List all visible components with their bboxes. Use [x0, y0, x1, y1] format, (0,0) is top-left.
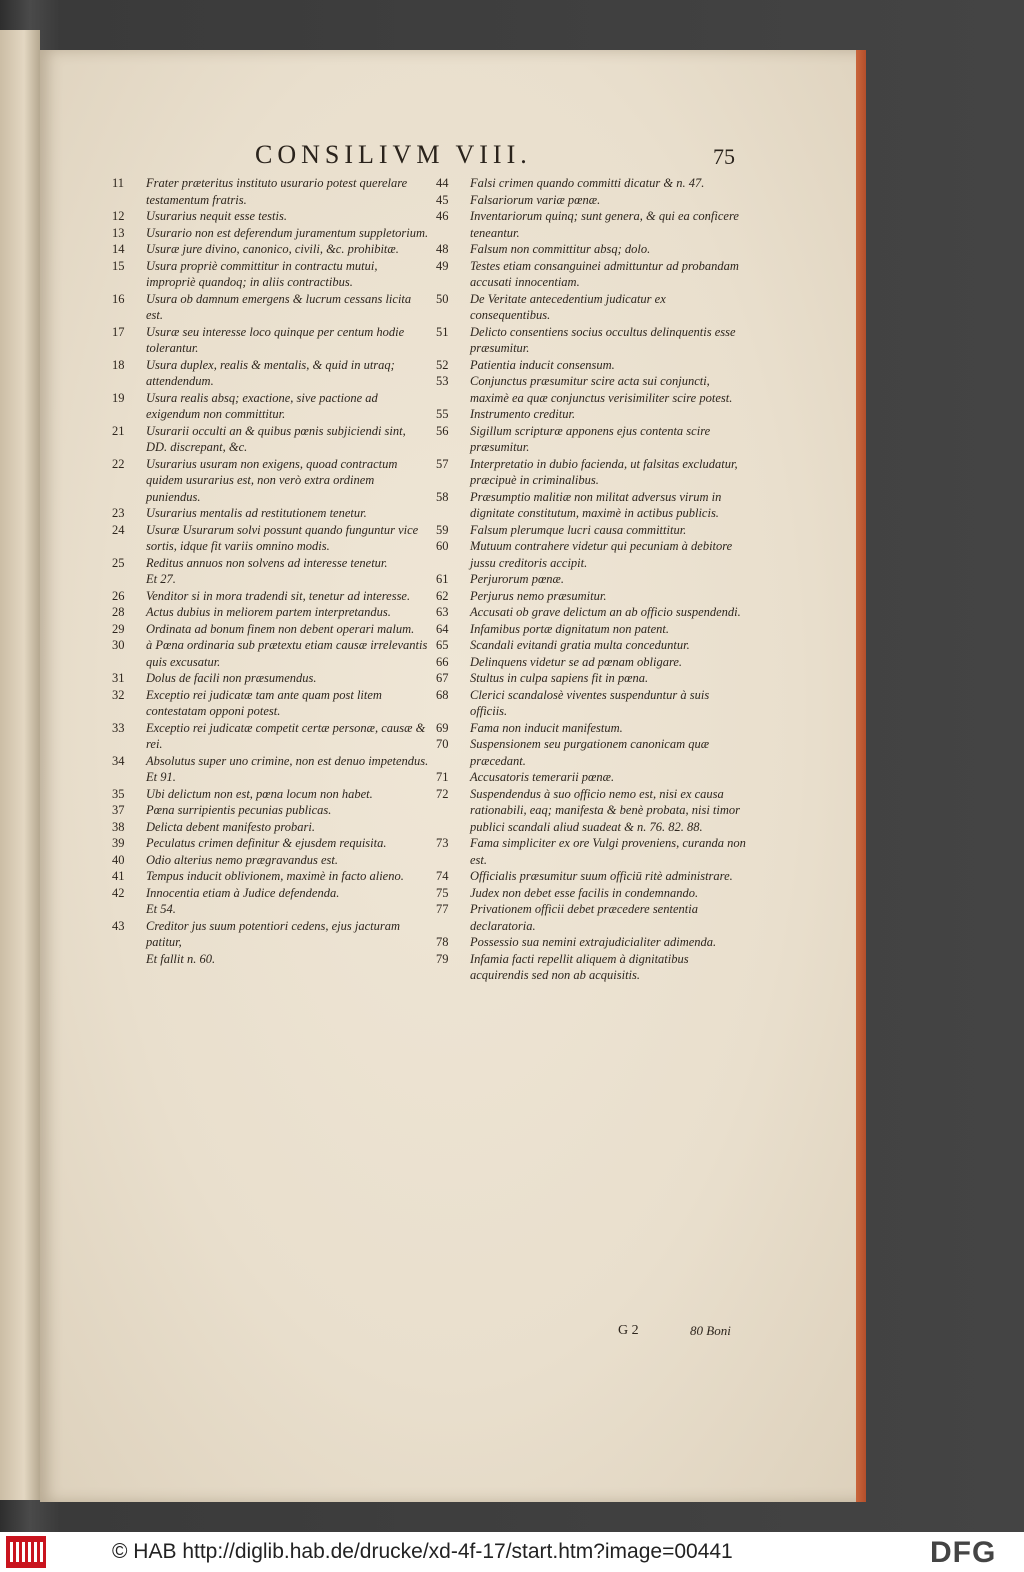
entry-number: 52	[436, 357, 449, 372]
index-entry	[112, 852, 430, 869]
index-entry	[436, 901, 746, 934]
entry-number: 72	[436, 786, 449, 801]
index-entry	[436, 769, 746, 786]
entry-number: 53	[436, 374, 449, 388]
index-entry	[112, 357, 430, 390]
index-entry	[436, 522, 746, 539]
index-entry	[112, 951, 430, 968]
entry-number: 31	[112, 671, 125, 685]
entry-text: Accusati ob grave delictum an ab officio suspendendi.	[470, 605, 741, 619]
entry-number: 29	[112, 621, 125, 636]
index-entry	[112, 324, 430, 357]
entry-text: Instrumento creditur.	[470, 407, 576, 421]
entry-text: Suspendendus à suo officio nemo est, nisi ex causa rationabili, eaq; manifesta & benè probata, nisi timor publici scandali aliud suadeat & n. 76. 82. 88.	[470, 786, 741, 834]
entry-number: 50	[436, 291, 449, 306]
entry-text: Suspensionem seu purgationem canonicam quæ præcedant.	[470, 737, 710, 768]
index-entry	[436, 423, 746, 456]
entry-text: Dolus de facili non præsumendus.	[146, 671, 317, 685]
entry-number: 61	[436, 572, 449, 586]
index-entry	[112, 456, 430, 506]
entry-number: 51	[436, 324, 449, 339]
index-entry	[112, 291, 430, 324]
index-entry	[436, 720, 746, 737]
entry-number: 58	[436, 489, 449, 504]
entry-number: 34	[112, 753, 125, 768]
index-column-right	[436, 175, 746, 984]
entry-text: Et fallit n. 60.	[146, 951, 216, 966]
entry-text: Reditus annuos non solvens ad interesse tenetur.	[146, 555, 388, 570]
index-entry	[436, 670, 746, 687]
entry-number: 28	[112, 605, 125, 619]
entry-text: Et 54.	[146, 902, 176, 916]
entry-text: Perjurorum pœnæ.	[470, 572, 564, 586]
entry-text: Peculatus crimen definitur & ejusdem requisita.	[146, 836, 387, 850]
entry-text: Et 91.	[146, 770, 176, 784]
entry-number: 73	[436, 836, 449, 850]
entry-text: De Veritate antecedentium judicatur ex consequentibus.	[470, 291, 666, 322]
entry-number: 32	[112, 687, 125, 702]
index-entry	[112, 835, 430, 852]
entry-text: Venditor si in mora tradendi sit, tenetur ad interesse.	[146, 588, 411, 603]
entry-text: Scandali evitandi gratia multa conceduntur.	[470, 638, 690, 652]
entry-number: 25	[112, 555, 125, 570]
index-entry	[436, 835, 746, 868]
index-entry	[436, 406, 746, 423]
index-entry	[436, 637, 746, 654]
catchword: 80 Boni	[690, 1323, 731, 1338]
entry-text: Falsum plerumque lucri causa committitur.	[470, 522, 687, 537]
entry-number: 65	[436, 638, 449, 652]
entry-text: Usura ob damnum emergens & lucrum cessans licita est.	[146, 291, 412, 322]
entry-number: 71	[436, 770, 449, 784]
entry-number: 64	[436, 621, 449, 636]
entry-number: 55	[436, 407, 449, 421]
entry-text: Absolutus super uno crimine, non est denuo impetendus.	[146, 753, 429, 768]
index-entry	[436, 258, 746, 291]
entry-number: 23	[112, 506, 125, 520]
entry-text: Privationem officii debet præcedere sententia declaratoria.	[470, 902, 698, 933]
entry-text: Ordinata ad bonum finem non debent operari malum.	[146, 621, 415, 636]
entry-text: Infamia facti repellit aliquem à dignitatibus acquirendis sed non ab acquisitis.	[470, 951, 689, 982]
copyright-link[interactable]: © HAB http://diglib.hab.de/drucke/xd-4f-17/start.htm?image=00441	[112, 1540, 733, 1563]
credit-bar	[0, 1532, 1024, 1572]
entry-text: Usurarii occulti an & quibus pœnis subjiciendi sint, DD. discrepant, &c.	[146, 423, 406, 454]
index-entry	[112, 555, 430, 572]
entry-text: Conjunctus præsumitur scire acta sui conjuncti, maximè ea quæ conjunctus verisimiliter scire potest.	[470, 374, 733, 405]
index-entry	[112, 918, 430, 951]
entry-number: 19	[112, 390, 125, 405]
index-entry	[436, 604, 746, 621]
page-header	[255, 140, 755, 180]
entry-number: 37	[112, 803, 125, 817]
entry-number: 62	[436, 588, 449, 603]
entry-text: Usuræ seu interesse loco quinque per centum hodie tolerantur.	[146, 324, 405, 355]
entry-number: 11	[112, 176, 125, 190]
index-entry	[436, 489, 746, 522]
entry-text: Usurario non est deferendum juramentum suppletorium.	[146, 225, 429, 240]
entry-number: 24	[112, 522, 125, 537]
index-entry	[112, 819, 430, 836]
page-number: 75	[713, 144, 735, 169]
index-entry	[436, 621, 746, 638]
index-entry	[112, 588, 430, 605]
signature-mark: G 2	[618, 1323, 639, 1338]
entry-number: 59	[436, 522, 449, 537]
index-entry	[112, 786, 430, 803]
entry-text: Usuræ jure divino, canonico, civili, &c. prohibitæ.	[146, 242, 399, 256]
index-entry	[436, 868, 746, 885]
entry-number: 39	[112, 836, 125, 850]
index-column-left	[112, 175, 430, 967]
entry-number: 49	[436, 258, 449, 273]
entry-text: Possessio sua nemini extrajudicialiter adimenda.	[470, 935, 717, 949]
entry-text: Judex non debet esse facilis in condemnando.	[470, 885, 699, 900]
entry-text: Tempus inducit oblivionem, maximè in facto alieno.	[146, 869, 404, 883]
entry-number: 40	[112, 852, 125, 867]
index-entry	[436, 736, 746, 769]
entry-text: Usurarius nequit esse testis.	[146, 209, 287, 223]
entry-number: 69	[436, 720, 449, 735]
entry-number: 41	[112, 869, 125, 883]
entry-number: 56	[436, 423, 449, 438]
entry-number: 26	[112, 588, 125, 603]
entry-text: Usurarius mentalis ad restitutionem tenetur.	[146, 506, 367, 520]
entry-text: Delicta debent manifesto probari.	[146, 819, 315, 834]
entry-number: 15	[112, 258, 125, 273]
entry-text: Ubi delictum non est, pœna locum non habet.	[146, 786, 373, 801]
index-entry	[112, 258, 430, 291]
entry-number: 38	[112, 819, 125, 834]
index-entry	[436, 687, 746, 720]
entry-text: Pœna surripientis pecunias publicas.	[146, 803, 332, 817]
index-entry	[112, 241, 430, 258]
entry-text: Falsum non committitur absq; dolo.	[470, 242, 651, 256]
entry-number: 67	[436, 671, 449, 685]
entry-number: 78	[436, 935, 449, 949]
index-entry	[112, 637, 430, 670]
entry-text: Usurarius usuram non exigens, quoad contractum quidem usurarius est, non verò extra ordinem puniendus.	[146, 456, 398, 504]
hab-logo-icon	[6, 1536, 46, 1568]
entry-text: Exceptio rei judicatæ tam ante quam post litem contestatam opponi potest.	[146, 687, 382, 718]
entry-text: Præsumptio malitiæ non militat adversus virum in dignitate constitutum, maximè in actibus publicis.	[470, 489, 722, 520]
entry-number: 46	[436, 209, 449, 223]
entry-text: Creditor jus suum potentiori cedens, ejus jacturam patitur,	[146, 918, 401, 949]
entry-number: 18	[112, 357, 125, 372]
index-entry	[436, 951, 746, 984]
index-entry	[436, 654, 746, 671]
index-entry	[436, 208, 746, 241]
entry-text: Perjurus nemo præsumitur.	[470, 588, 607, 603]
entry-text: Delinquens videtur se ad pœnam obligare.	[470, 654, 683, 669]
entry-number: 16	[112, 291, 125, 306]
entry-number: 66	[436, 654, 449, 669]
entry-text: Sigillum scripturæ apponens ejus contenta scire præsumitur.	[470, 423, 711, 454]
entry-number: 12	[112, 209, 125, 223]
entry-text: Et 27.	[146, 572, 176, 586]
index-entry	[112, 670, 430, 687]
entry-text: Testes etiam consanguinei admittuntur ad probandam accusati innocentiam.	[470, 258, 739, 289]
entry-number: 14	[112, 242, 125, 256]
entry-number: 13	[112, 225, 125, 240]
index-entry	[112, 571, 430, 588]
index-entry	[112, 687, 430, 720]
index-entry	[112, 522, 430, 555]
index-entry	[436, 571, 746, 588]
index-entry	[436, 357, 746, 374]
entry-number: 21	[112, 423, 125, 438]
entry-number: 45	[436, 192, 449, 207]
entry-text: Usuræ Usurarum solvi possunt quando funguntur vice sortis, idque fit variis omnino modis.	[146, 522, 419, 553]
entry-text: Innocentia etiam à Judice defendenda.	[146, 885, 340, 900]
index-entry	[112, 505, 430, 522]
index-entry	[436, 241, 746, 258]
index-entry	[112, 604, 430, 621]
index-entry	[112, 390, 430, 423]
entry-text: Patientia inducit consensum.	[470, 357, 615, 372]
entry-number: 68	[436, 687, 449, 702]
entry-text: Actus dubius in meliorem partem interpretandus.	[146, 605, 391, 619]
entry-text: Usura realis absq; exactione, sive pactione ad exigendum non committitur.	[146, 390, 378, 421]
entry-text: Usura propriè committitur in contractu mutui, impropriè quandoq; in aliis contractibus.	[146, 258, 378, 289]
index-entry	[112, 423, 430, 456]
index-entry	[112, 868, 430, 885]
entry-number: 22	[112, 456, 125, 471]
entry-text: Interpretatio in dubio facienda, ut falsitas excludatur, præcipuè in criminalibus.	[470, 456, 738, 487]
entry-number: 17	[112, 324, 125, 339]
entry-text: Clerici scandalosè viventes suspenduntur à suis officiis.	[470, 687, 710, 718]
entry-text: Mutuum contrahere videtur qui pecuniam à debitore jussu creditoris accipit.	[470, 539, 733, 570]
index-entry	[112, 753, 430, 770]
entry-number: 79	[436, 951, 449, 966]
entry-number: 70	[436, 737, 449, 751]
entry-number: 60	[436, 539, 449, 553]
entry-text: à Pœna ordinaria sub prætextu etiam causæ irrelevantis quis excusatur.	[146, 638, 428, 669]
entry-text: Accusatoris temerarii pœnæ.	[470, 770, 615, 784]
entry-text: Stultus in culpa sapiens fit in pœna.	[470, 671, 649, 685]
entry-number: 33	[112, 720, 125, 735]
entry-text: Inventariorum quinq; sunt genera, & qui ea conficere teneantur.	[470, 209, 739, 240]
entry-number: 63	[436, 605, 449, 619]
index-entry	[436, 934, 746, 951]
index-entry	[112, 225, 430, 242]
entry-text: Infamibus portæ dignitatum non patent.	[470, 621, 669, 636]
dfg-logo: DFG	[930, 1536, 997, 1569]
index-entry	[112, 720, 430, 753]
facing-page-edge	[0, 30, 40, 1500]
index-entry	[112, 175, 430, 208]
index-entry	[436, 538, 746, 571]
index-entry	[436, 588, 746, 605]
index-entry	[112, 769, 430, 786]
index-entry	[112, 802, 430, 819]
index-entry	[112, 901, 430, 918]
index-entry	[436, 373, 746, 406]
entry-text: Falsariorum variæ pœnæ.	[470, 192, 601, 207]
entry-text: Falsi crimen quando committi dicatur & n. 47.	[470, 176, 705, 190]
entry-number: 57	[436, 456, 449, 471]
entry-number: 74	[436, 869, 449, 883]
index-entry	[112, 208, 430, 225]
index-entry	[436, 786, 746, 836]
page-fore-edge	[856, 50, 866, 1502]
entry-text: Fama simpliciter ex ore Vulgi proveniens, curanda non est.	[470, 836, 746, 867]
index-entry	[436, 192, 746, 209]
entry-text: Odio alterius nemo prægravandus est.	[146, 852, 339, 867]
entry-text: Delicto consentiens socius occultus delinquentis esse præsumitur.	[470, 324, 736, 355]
entry-number: 43	[112, 918, 125, 933]
entry-text: Officialis præsumitur suum officiū ritè administrare.	[470, 869, 733, 883]
index-entry	[436, 291, 746, 324]
entry-text: Usura duplex, realis & mentalis, & quid in utraq; attendendum.	[146, 357, 395, 388]
index-entry	[436, 885, 746, 902]
entry-number: 77	[436, 902, 449, 916]
index-entry	[112, 621, 430, 638]
entry-number: 48	[436, 242, 449, 256]
entry-number: 42	[112, 885, 125, 900]
index-entry	[436, 324, 746, 357]
entry-text: Frater præteritus instituto usurario potest querelare testamentum fratris.	[146, 176, 408, 207]
entry-number: 75	[436, 885, 449, 900]
entry-text: Fama non inducit manifestum.	[470, 720, 623, 735]
index-entry	[436, 456, 746, 489]
index-entry	[112, 885, 430, 902]
entry-number: 35	[112, 786, 125, 801]
entry-number: 44	[436, 176, 449, 190]
entry-number: 30	[112, 638, 125, 652]
entry-text: Exceptio rei judicatæ competit certæ personæ, causæ & rei.	[146, 720, 426, 751]
index-entry	[436, 175, 746, 192]
page-title: CONSILIVM VIII.	[255, 140, 532, 169]
